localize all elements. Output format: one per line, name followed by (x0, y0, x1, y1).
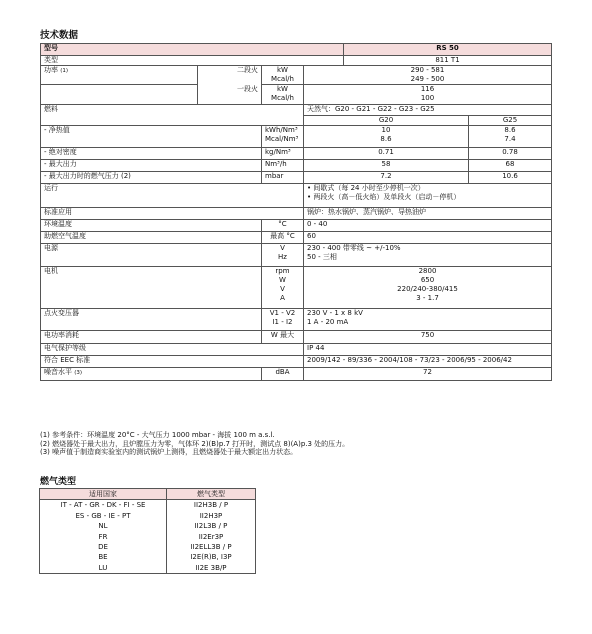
gas-type: II2ELL3B / P (167, 542, 256, 552)
net-label: - 净热值 (41, 125, 262, 147)
row-density (41, 147, 552, 159)
gas-col-type: 燃气类型 (167, 489, 256, 500)
gas-country: IT - AT - GR - DK - FI - SE (60, 501, 146, 510)
g25-header: G25 (469, 115, 552, 125)
row-operation (41, 183, 552, 207)
gas-row (40, 521, 256, 531)
power-label: 功率 (1) (41, 66, 198, 85)
eec-label: 符合 EEC 标准 (41, 355, 304, 367)
motor-label: 电机 (41, 266, 262, 308)
model-label: 型号 (41, 44, 344, 56)
supply-values: 230 - 400 带零线 ~ +/-10% 50 - 三相 (304, 243, 552, 266)
gas-row (40, 542, 256, 552)
row-model (41, 44, 552, 56)
row-noise (41, 367, 552, 380)
elec-value: 750 (304, 330, 552, 343)
pressure-label: - 最大出力时的燃气压力 (2) (41, 171, 262, 183)
footnote-1: (1) 参考条件：环境温度 20°C - 大气压力 1000 mbar - 海拔 100 m a.s.l. (40, 431, 275, 439)
ign-units: V1 - V2 I1 - I2 (262, 308, 304, 330)
type-value: 811 T1 (344, 56, 552, 66)
noise-unit: dBA (262, 367, 304, 380)
maxflow-label: - 最大出力 (41, 159, 262, 171)
row-protect (41, 343, 552, 355)
comb-value: 60 (304, 231, 552, 243)
two-stage-label: 二段火 (198, 66, 262, 85)
gas-table (39, 488, 256, 574)
comb-unit: 最高 °C (262, 231, 304, 243)
comb-label: 助燃空气温度 (41, 231, 262, 243)
g20-header: G20 (304, 115, 469, 125)
gas-country: FR (98, 532, 108, 541)
gas-row (40, 563, 256, 574)
pressure-g25: 10.6 (469, 171, 552, 183)
operation-values: • 间歇式（每 24 小时至少停机一次） • 两段火（高－低火焰）及单段火（启动－停机） (304, 183, 552, 207)
gas-col-country: 适用国家 (40, 489, 167, 500)
row-power-two (41, 66, 552, 85)
row-ignition (41, 308, 552, 330)
row-net (41, 125, 552, 147)
ambient-value: 0 - 40 (304, 219, 552, 231)
ign-values: 230 V - 1 x 8 kV 1 A - 20 mA (304, 308, 552, 330)
kw-unit: kW Mcal/h (262, 66, 304, 85)
gas-header-row (40, 489, 256, 500)
protect-value: IP 44 (304, 343, 552, 355)
gas-type: I2E(R)B, I3P (167, 552, 256, 562)
maxflow-g20: 58 (304, 159, 469, 171)
gas-type: II2L3B / P (167, 521, 256, 531)
gas-country: BE (98, 553, 108, 562)
page-title: 技术数据 (40, 30, 79, 41)
protect-label: 电气保护等级 (41, 343, 304, 355)
net-g20: 10 8.6 (304, 125, 469, 147)
one-stage-label: 一段火 (237, 84, 258, 93)
spec-table (40, 43, 552, 381)
one-stage-values: 116 100 (304, 85, 552, 105)
pressure-g20: 7.2 (304, 171, 469, 183)
row-motor (41, 266, 552, 308)
net-units: kWh/Nm³ Mcal/Nm³ (262, 125, 304, 147)
row-type (41, 56, 552, 66)
maxflow-g25: 68 (469, 159, 552, 171)
ign-label: 点火变压器 (41, 308, 262, 330)
row-gas-headers (41, 115, 552, 125)
gas-country: DE (98, 543, 108, 552)
row-maxflow (41, 159, 552, 171)
gas-row (40, 511, 256, 521)
row-comb-air (41, 231, 552, 243)
gas-country: NL (98, 522, 108, 531)
noise-label: 噪音水平 (3) (41, 367, 262, 380)
kw-unit-2: kW Mcal/h (262, 85, 304, 105)
density-label: - 绝对密度 (41, 147, 262, 159)
noise-value: 72 (304, 367, 552, 380)
gas-type: II2E 3B/P (167, 563, 256, 574)
row-supply (41, 243, 552, 266)
row-application (41, 207, 552, 219)
elec-label: 电功率消耗 (41, 330, 262, 343)
gas-table-wrap (39, 488, 256, 574)
gas-row (40, 532, 256, 542)
gas-country: ES - GB - IE - PT (75, 511, 131, 520)
row-ambient (41, 219, 552, 231)
motor-values: 2800 650 220/240-380/415 3 - 1.7 (304, 266, 552, 308)
row-fuel (41, 105, 552, 116)
fuel-value: 天然气：G20 - G21 - G22 - G23 - G25 (304, 105, 552, 116)
density-g25: 0.78 (469, 147, 552, 159)
type-label: 类型 (41, 56, 344, 66)
gas-country: LU (98, 563, 108, 572)
two-stage-values: 290 - 581 249 - 500 (304, 66, 552, 85)
gas-type: II2Er3P (167, 532, 256, 542)
eec-value: 2009/142 - 89/336 - 2004/108 - 73/23 - 2006/95 - 2006/42 (304, 355, 552, 367)
row-pressure (41, 171, 552, 183)
supply-units: V Hz (262, 243, 304, 266)
density-g20: 0.71 (304, 147, 469, 159)
footnote-3: (3) 噪声值于制造商实验室内的测试锅炉上测得，且燃烧器处于最大额定出力状态。 (40, 448, 298, 457)
app-label: 标准应用 (41, 207, 304, 219)
ambient-label: 环境温度 (41, 219, 262, 231)
net-g25: 8.6 7.4 (469, 125, 552, 147)
gas-section-title: 燃气类型 (40, 477, 77, 487)
operation-label: 运行 (41, 183, 304, 207)
supply-label: 电源 (41, 243, 262, 266)
ambient-unit: °C (262, 219, 304, 231)
density-unit: kg/Nm³ (262, 147, 304, 159)
row-elec (41, 330, 552, 343)
gas-row (40, 552, 256, 562)
motor-units: rpm W V A (262, 266, 304, 308)
fuel-label: 燃料 (41, 105, 304, 116)
footnote-2: (2) 燃烧器处于最大出力，且炉膛压力为零，气体环 2)(B)p.7 打开时，测试点 8)(A)p.3 处的压力。 (40, 439, 350, 448)
gas-type: II2H3B / P (167, 500, 256, 511)
row-eec (41, 355, 552, 367)
elec-unit: W 最大 (262, 330, 304, 343)
model-value: RS 50 (344, 44, 552, 56)
footnotes (40, 431, 349, 457)
gas-row (40, 500, 256, 511)
row-power-one (41, 85, 552, 105)
gas-type: II2H3P (167, 511, 256, 521)
app-value: 锅炉：热水锅炉、蒸汽锅炉、导热油炉 (304, 207, 552, 219)
maxflow-unit: Nm³/h (262, 159, 304, 171)
pressure-unit: mbar (262, 171, 304, 183)
